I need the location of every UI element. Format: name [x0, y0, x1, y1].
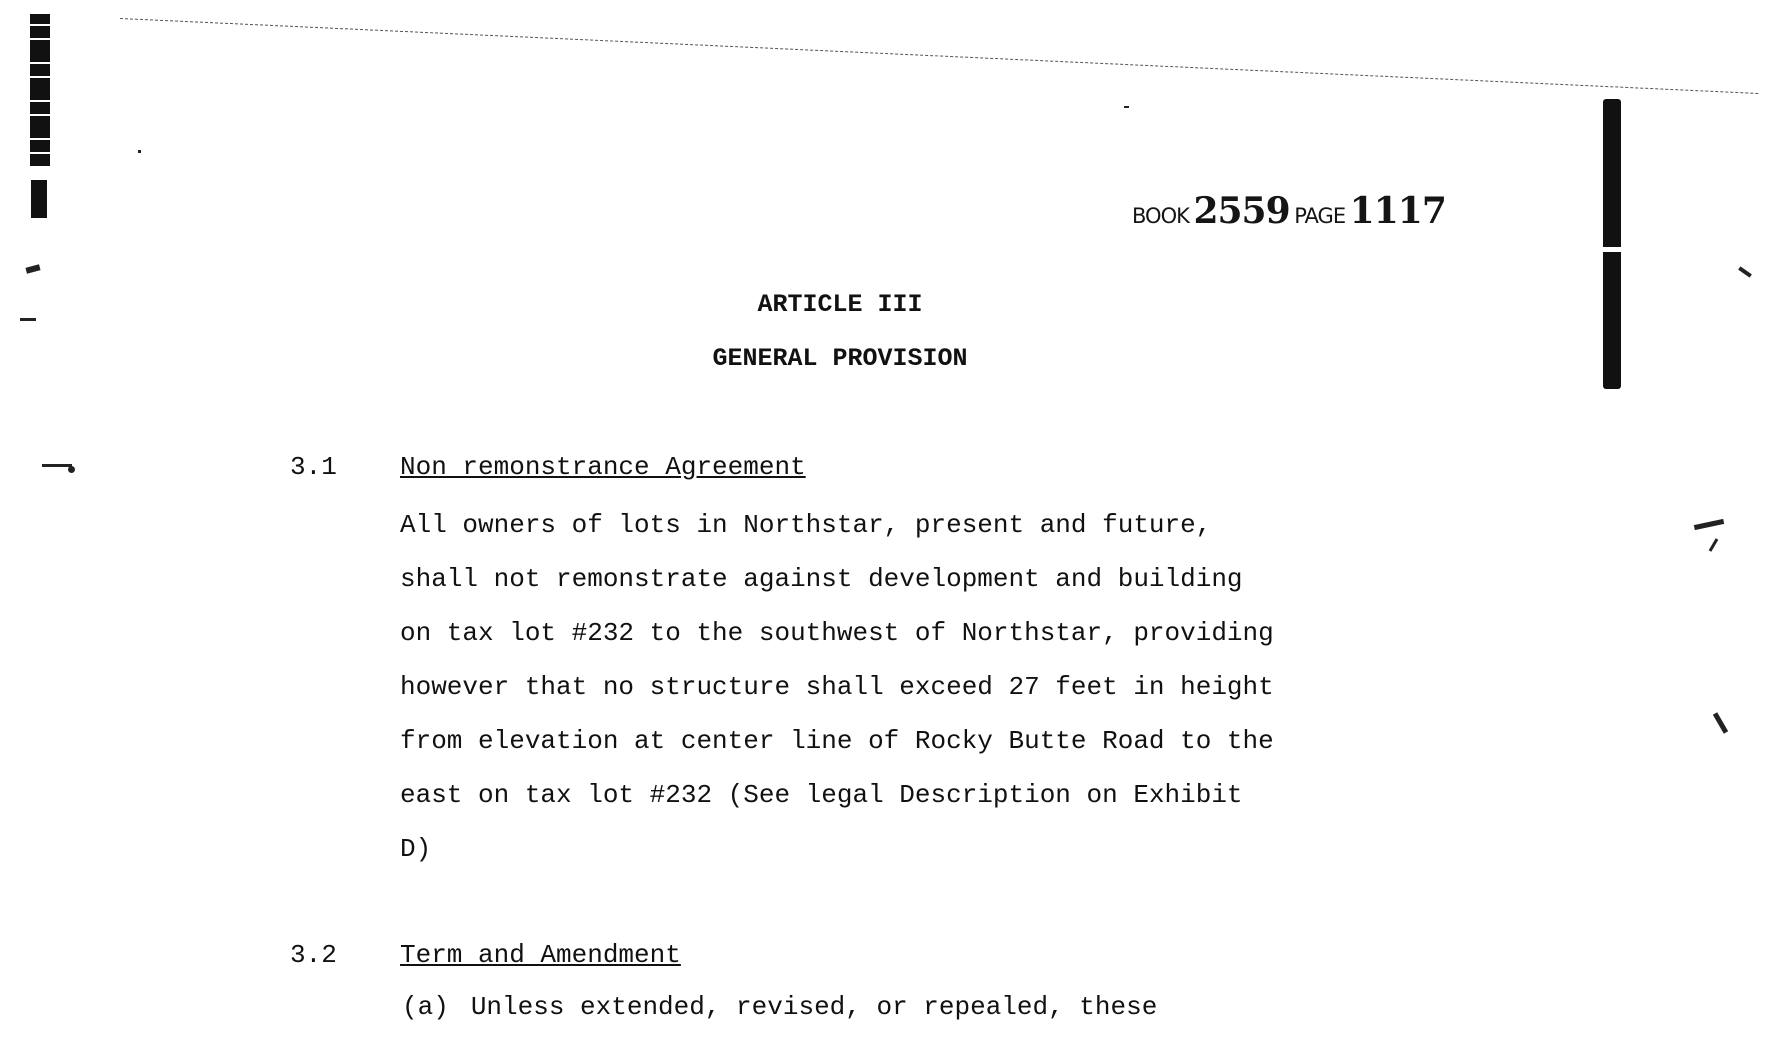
- scan-speck: [1738, 266, 1752, 277]
- scan-binding-mark-left-lower: [31, 180, 47, 218]
- body-line: D): [400, 834, 432, 864]
- body-line: shall not remonstrate against development and building: [400, 564, 1243, 594]
- scan-speck: [42, 464, 72, 467]
- book-page-stamp: [1132, 190, 1446, 232]
- scan-speck: [25, 264, 40, 273]
- stamp-book-number: 2559: [1193, 190, 1290, 232]
- body-line: however that no structure shall exceed 27 feet in height: [400, 672, 1274, 702]
- scan-speck: [1709, 538, 1719, 552]
- stamp-page-number: 1117: [1349, 190, 1446, 232]
- body-line: All owners of lots in Northstar, present and future,: [400, 510, 1212, 540]
- scan-binding-mark-gap: [1603, 247, 1621, 252]
- subsection-text: Unless extended, revised, or repealed, these: [470, 992, 1158, 1022]
- section-heading: Non remonstrance Agreement: [400, 452, 806, 482]
- scan-edge-line: [120, 18, 1758, 95]
- subsection-line: [402, 992, 1157, 1022]
- scan-speck: [1124, 106, 1129, 108]
- section-number: 3.2: [290, 940, 337, 970]
- body-line: on tax lot #232 to the southwest of Northstar, providing: [400, 618, 1274, 648]
- article-subtitle: GENERAL PROVISION: [712, 344, 968, 373]
- scan-speck: [1694, 519, 1724, 530]
- body-line: east on tax lot #232 (See legal Description on Exhibit: [400, 780, 1243, 810]
- body-line: from elevation at center line of Rocky Butte Road to the: [400, 726, 1274, 756]
- article-title: ARTICLE III: [757, 290, 923, 319]
- stamp-book-label: BOOK: [1132, 204, 1189, 228]
- stamp-page-label: PAGE: [1294, 204, 1346, 228]
- scan-binding-mark-left: [30, 14, 50, 166]
- section-heading: Term and Amendment: [400, 940, 681, 970]
- section-body: [400, 498, 1274, 876]
- scan-speck: [1713, 712, 1728, 734]
- subsection-label: (a): [402, 992, 449, 1022]
- scan-speck: [68, 466, 75, 473]
- section-number: 3.1: [290, 452, 337, 482]
- scan-speck: [138, 150, 141, 153]
